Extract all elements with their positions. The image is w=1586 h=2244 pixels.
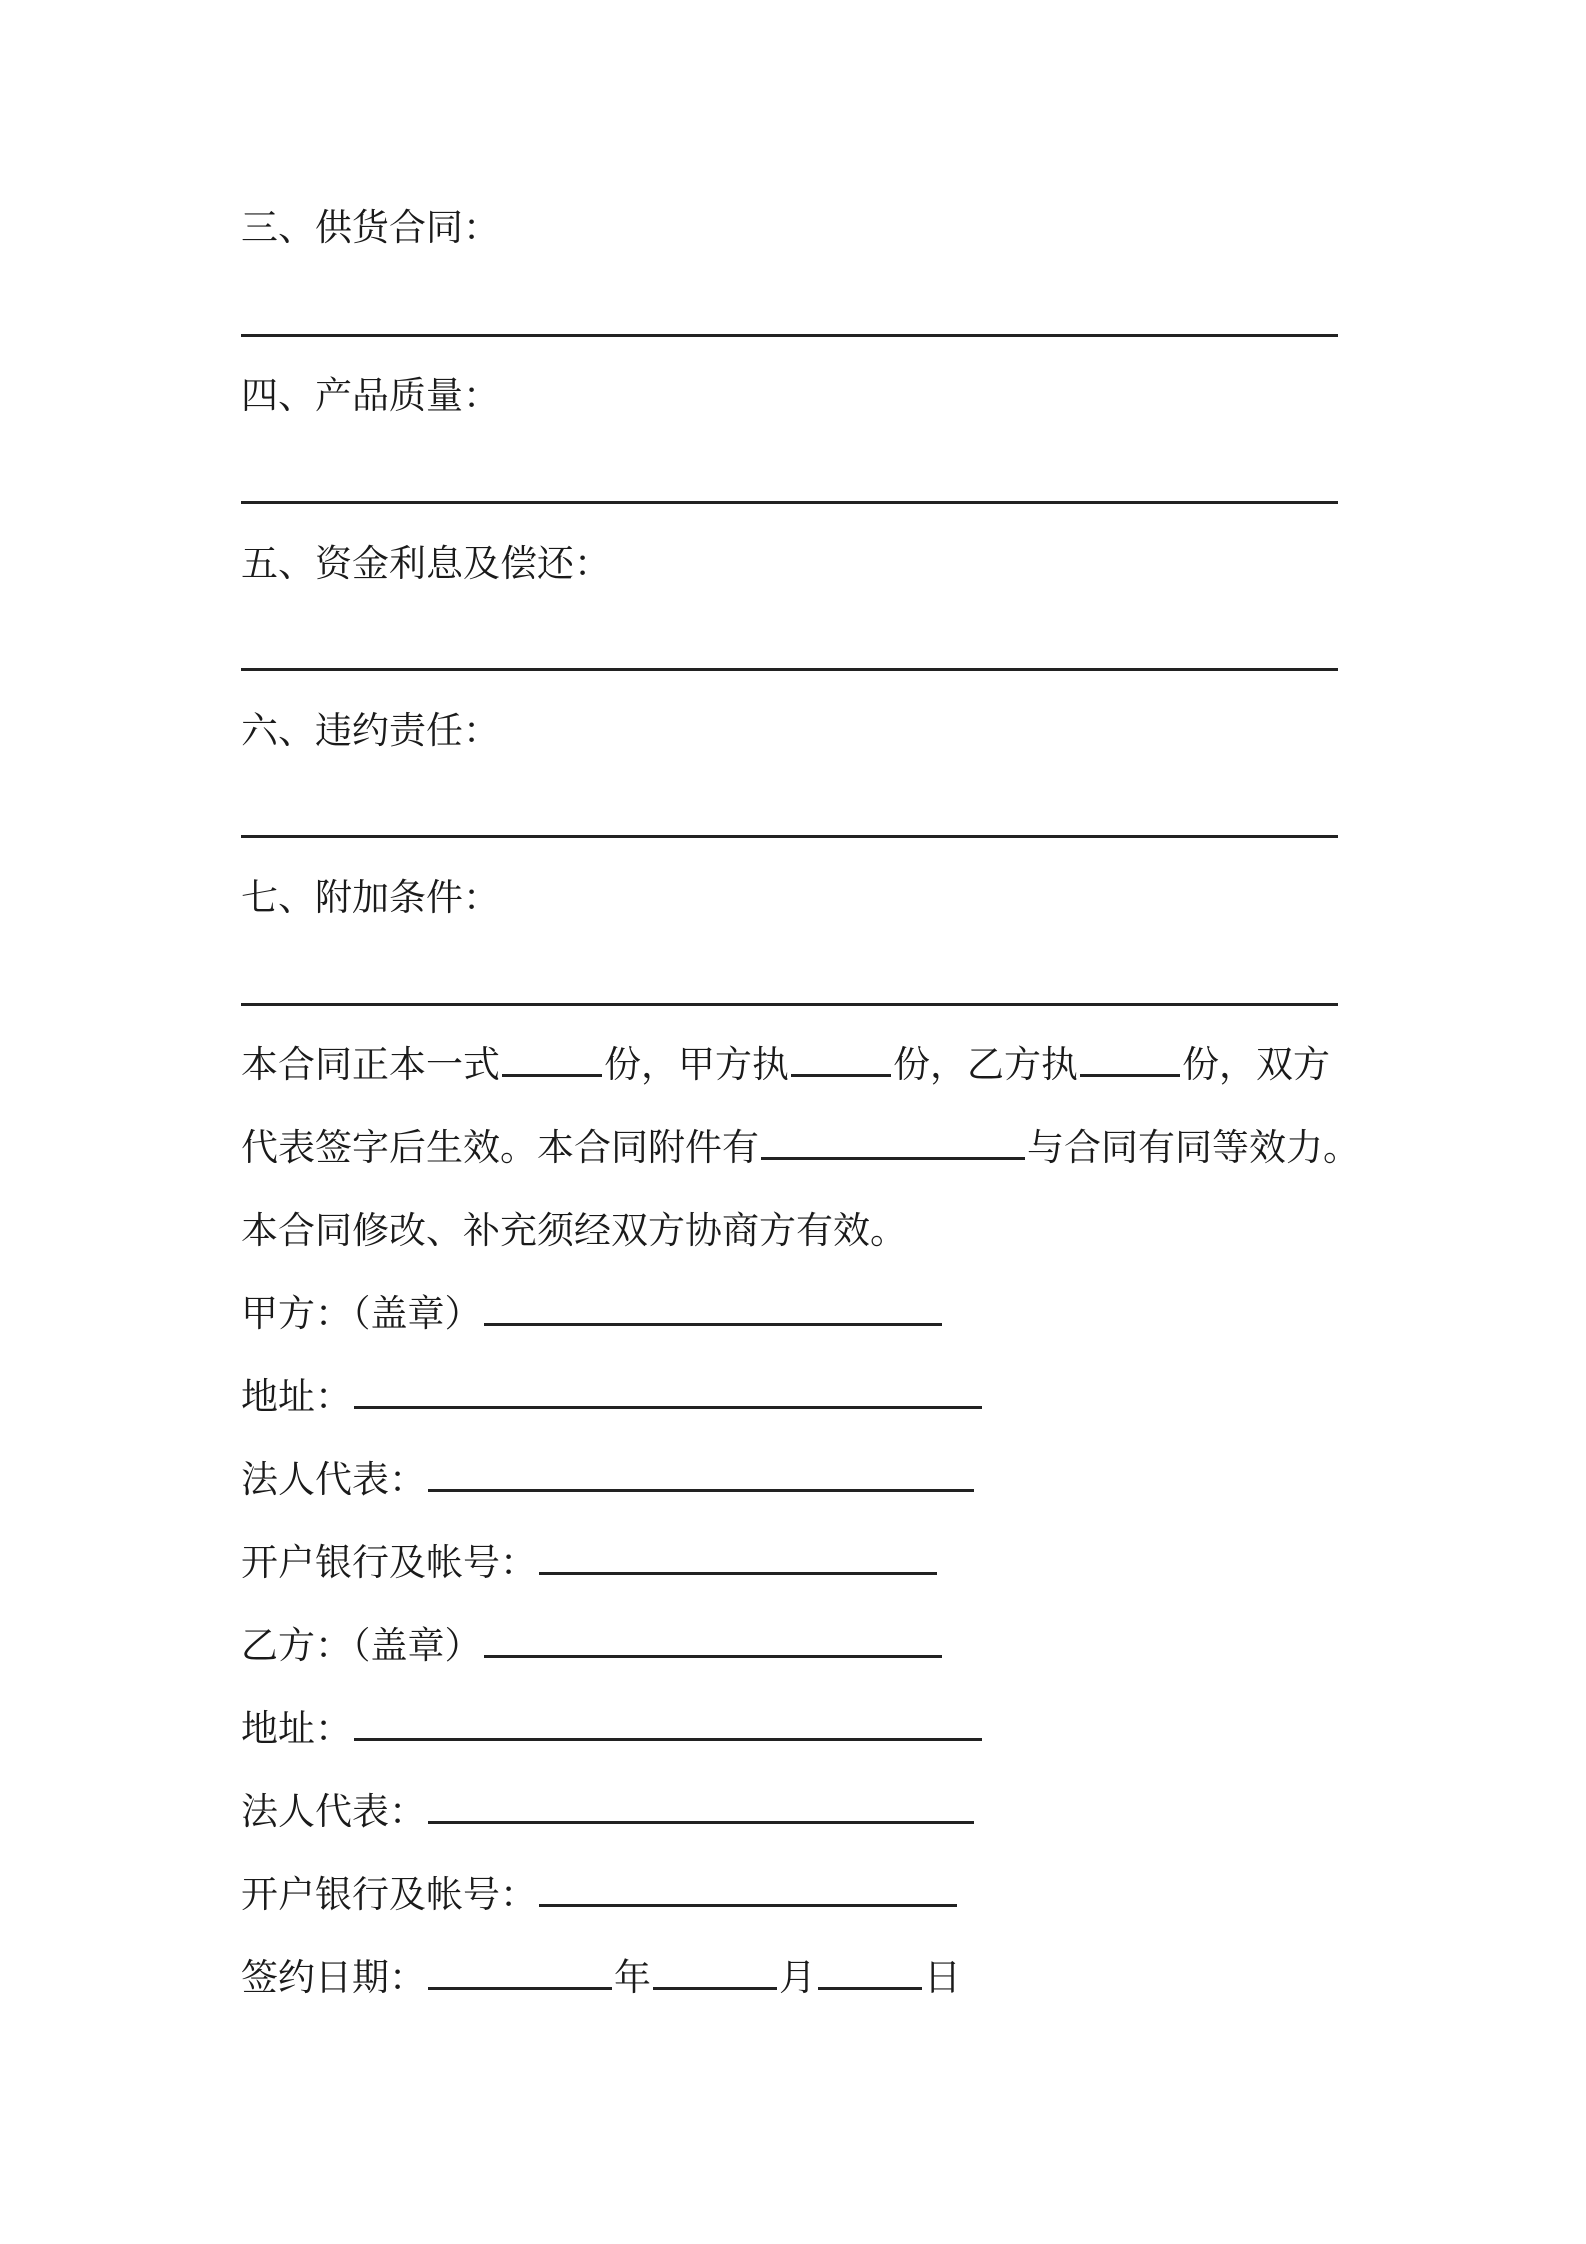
copies-total-blank[interactable] xyxy=(502,1073,602,1077)
party-b-seal-blank[interactable] xyxy=(484,1654,942,1658)
section-title-additional: 七、附加条件： xyxy=(241,876,500,919)
party-a-bank-label: 开户银行及帐号： xyxy=(241,1541,537,1584)
section-fill-line-breach[interactable] xyxy=(241,835,1338,838)
party-a-legal-rep-line xyxy=(241,1456,976,1504)
party-b-legal-rep-label: 法人代表： xyxy=(241,1790,426,1833)
year-blank[interactable] xyxy=(428,1986,612,1990)
signing-date-label: 签约日期： xyxy=(241,1956,426,1999)
party-a-seal-blank[interactable] xyxy=(484,1322,942,1326)
party-b-seal-label: 乙方：（盖章） xyxy=(241,1624,482,1667)
party-b-seal-line xyxy=(241,1622,944,1670)
effect-text-1: 代表签字后生效。本合同附件有 xyxy=(241,1126,759,1169)
party-a-legal-rep-label: 法人代表： xyxy=(241,1458,426,1501)
copies-text-2: 份，甲方执 xyxy=(604,1043,789,1086)
party-a-bank-line xyxy=(241,1539,939,1587)
party-b-bank-line xyxy=(241,1871,959,1919)
copies-party-a-blank[interactable] xyxy=(791,1073,891,1077)
party-b-address-line xyxy=(241,1705,984,1753)
copies-text-1: 本合同正本一式 xyxy=(241,1043,500,1086)
day-label: 日 xyxy=(924,1956,961,1999)
section-title-funds: 五、资金利息及偿还： xyxy=(241,542,611,585)
party-b-address-blank[interactable] xyxy=(354,1737,982,1741)
copies-party-b-blank[interactable] xyxy=(1080,1073,1180,1077)
year-label: 年 xyxy=(614,1956,651,1999)
section-title-quality: 四、产品质量： xyxy=(241,374,500,417)
party-b-legal-rep-line xyxy=(241,1788,976,1836)
month-blank[interactable] xyxy=(653,1986,777,1990)
section-title-supply: 三、供货合同： xyxy=(241,206,500,249)
party-a-legal-rep-blank[interactable] xyxy=(428,1488,974,1492)
effect-text-2: 与合同有同等效力。 xyxy=(1027,1126,1360,1169)
month-label: 月 xyxy=(779,1956,816,1999)
section-fill-line-supply[interactable] xyxy=(241,334,1338,337)
attachment-blank[interactable] xyxy=(761,1156,1025,1160)
party-b-bank-label: 开户银行及帐号： xyxy=(241,1873,537,1916)
party-b-legal-rep-blank[interactable] xyxy=(428,1820,974,1824)
party-a-address-blank[interactable] xyxy=(354,1405,982,1409)
copies-text-3: 份，乙方执 xyxy=(893,1043,1078,1086)
section-fill-line-quality[interactable] xyxy=(241,501,1338,504)
party-a-address-line xyxy=(241,1373,984,1421)
modify-clause: 本合同修改、补充须经双方协商方有效。 xyxy=(241,1209,907,1252)
copies-line xyxy=(241,1041,1330,1089)
party-b-address-label: 地址： xyxy=(241,1707,352,1750)
effect-line xyxy=(241,1124,1360,1172)
party-a-bank-blank[interactable] xyxy=(539,1571,937,1575)
day-blank[interactable] xyxy=(818,1986,922,1990)
copies-text-4: 份，双方 xyxy=(1182,1043,1330,1086)
section-title-breach: 六、违约责任： xyxy=(241,709,500,752)
party-b-bank-blank[interactable] xyxy=(539,1903,957,1907)
section-fill-line-funds[interactable] xyxy=(241,668,1338,671)
party-a-address-label: 地址： xyxy=(241,1375,352,1418)
party-a-seal-label: 甲方：（盖章） xyxy=(241,1292,482,1335)
party-a-seal-line xyxy=(241,1290,944,1338)
section-fill-line-additional[interactable] xyxy=(241,1003,1338,1006)
signing-date-line xyxy=(241,1954,961,2002)
